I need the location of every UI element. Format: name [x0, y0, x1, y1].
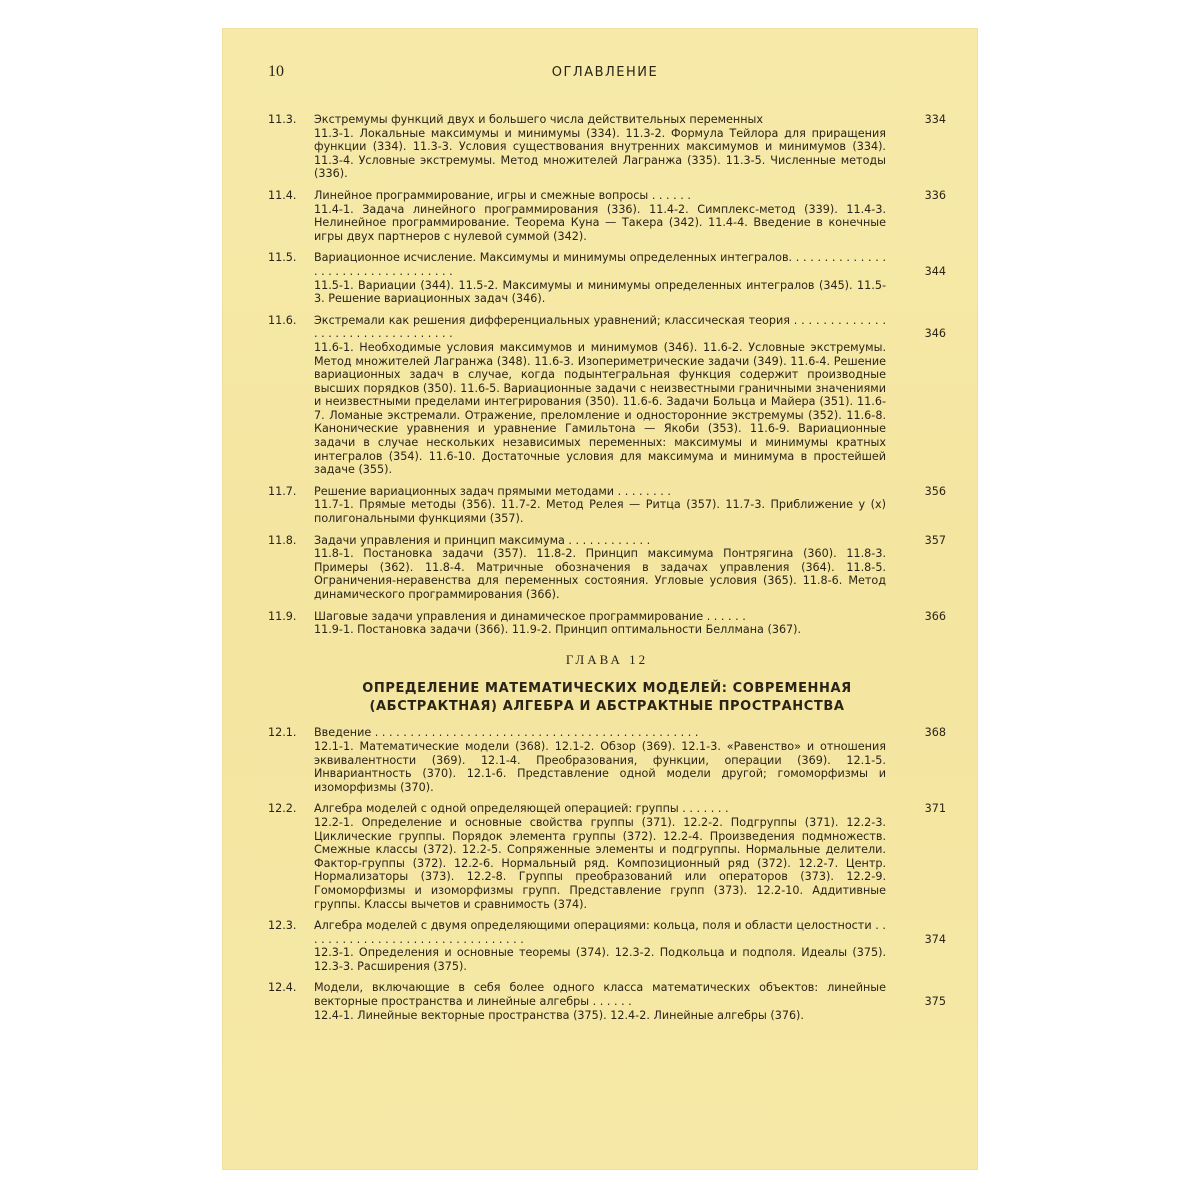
subsection-list: 11.5-1. Вариации (344). 11.5-2. Максимумы и минимумы определенных интегралов (345). 11.5-3. Решение вариационных задач (346). [314, 278, 886, 306]
chapter-11-sections [268, 113, 946, 637]
toc-entry [268, 485, 946, 526]
toc-entry [268, 802, 946, 911]
section-number: 12.4. [268, 981, 297, 995]
section-title: Алгебра моделей с двумя определяющими операциями: кольца, поля и области целостности . . . . . . . . . . . . . . . . . . . . . . . . . . . . . . . . [314, 919, 886, 946]
section-page-number: 374 [924, 932, 946, 946]
section-number: 12.2. [268, 802, 297, 816]
toc-entry [268, 251, 946, 305]
section-number: 11.9. [268, 609, 297, 623]
section-title: Задачи управления и принцип максимума . . . . . . . . . . . . [314, 533, 651, 547]
subsection-list: 11.4-1. Задача линейного программирования (336). 11.4-2. Симплекс-метод (339). 11.4-3. Нелинейное программирование. Теорема Куна — Такера (342). 11.4-4. Введение в конечные игры двух партнеров с нулевой суммой (342). [314, 202, 886, 243]
section-number: 12.1. [268, 726, 297, 740]
chapter-title-line: ОПРЕДЕЛЕНИЕ МАТЕМАТИЧЕСКИХ МОДЕЛЕЙ: СОВРЕМЕННАЯ [362, 681, 852, 697]
section-page-number: 344 [924, 264, 946, 278]
section-page-number: 356 [924, 484, 946, 498]
section-page-number: 357 [924, 533, 946, 547]
subsection-list: 12.3-1. Определения и основные теоремы (374). 12.3-2. Подкольца и подполя. Идеалы (375). 12.3-3. Расширения (375). [314, 946, 886, 973]
toc-entry [268, 981, 946, 1022]
section-title: Алгебра моделей с одной определяющей операцией: группы . . . . . . . [314, 802, 729, 816]
subsection-list: 12.1-1. Математические модели (368). 12.1-2. Обзор (369). 12.1-3. «Равенство» и отношения эквивалентности (369). 12.1-4. Преобразования, функции, операции (369). 12.1-5. Инвариантность (370). 12.1-6. Представление одной модели другой; гомоморфизмы и изоморфизмы (370). [314, 739, 886, 794]
section-title: Введение . . . . . . . . . . . . . . . . . . . . . . . . . . . . . . . . . . . . . . . . . . . . . . [314, 726, 699, 740]
subsection-list: 11.8-1. Постановка задачи (357). 11.8-2. Принцип максимума Понтрягина (360). 11.8-3. Примеры (362). 11.8-4. Матричные обозначения в задачах управления (364). 11.8-5. Ограничения-неравенства для переменных состояния. Угловые условия (365). 11.8-6. Метод динамического программирования (366). [314, 547, 886, 601]
toc-entry [268, 610, 946, 637]
chapter-heading [268, 653, 946, 717]
chapter-title-line: (АБСТРАКТНАЯ) АЛГЕБРА И АБСТРАКТНЫЕ ПРОСТРАНСТВА [369, 699, 845, 715]
subsection-list: 11.7-1. Прямые методы (356). 11.7-2. Метод Релея — Ритца (357). 11.7-3. Приближение y (x) полигональными функциями (357). [314, 498, 886, 526]
toc-entry [268, 919, 946, 973]
section-page-number: 371 [924, 802, 946, 816]
section-number: 11.6. [268, 313, 297, 327]
subsection-list: 12.4-1. Линейные векторные пространства (375). 12.4-2. Линейные алгебры (376). [314, 1008, 804, 1022]
section-number: 11.4. [268, 188, 297, 202]
table-of-contents [268, 113, 946, 1030]
section-title: Модели, включающие в себя более одного класса математических объектов: линейные векторные пространства и линейные алгебры . . . . . . [314, 981, 886, 1009]
subsection-list: 12.2-1. Определение и основные свойства группы (371). 12.2-2. Подгруппы (371). 12.2-3. Циклические группы. Порядок элемента группы (372). 12.2-4. Произведения подмножеств. Смежные классы (372). 12.2-5. Сопряженные элементы и подгруппы. Нормальные делители. Фактор-группы (372). 12.2-6. Нормальный ряд. Композиционный ряд (372). 12.2-7. Центр. Нормализаторы (373). 12.2-8. Группы преобразований или операторов (373). 12.2-9. Гомоморфизмы и изоморфизмы групп. Представление групп (373). 12.2-10. Аддитивные группы. Классы вычетов и сравнимость (374). [314, 815, 886, 911]
section-title: Экстремумы функций двух и большего числа действительных переменных [314, 113, 763, 126]
section-number: 11.7. [268, 484, 297, 498]
section-number: 12.3. [268, 919, 297, 933]
section-page-number: 346 [924, 327, 946, 341]
section-page-number: 368 [924, 726, 946, 740]
subsection-list: 11.9-1. Постановка задачи (366). 11.9-2. Принцип оптимальности Беллмана (367). [314, 623, 802, 637]
subsection-list: 11.3-1. Локальные максимумы и минимумы (334). 11.3-2. Формула Тейлора для приращения функции (334). 11.3-3. Условия существования внутренних максимумов и минимумов (334). 11.3-4. Условные экстремумы. Метод множителей Лагранжа (335). 11.3-5. Численные методы (336). [314, 126, 886, 181]
section-number: 11.8. [268, 533, 297, 547]
chapter-title [268, 680, 946, 716]
page-number: 10 [268, 63, 284, 80]
section-title: Шаговые задачи управления и динамическое программирование . . . . . . [314, 609, 746, 623]
toc-entry [268, 726, 946, 794]
section-page-number: 366 [924, 609, 946, 623]
section-page-number: 334 [924, 113, 946, 126]
subsection-list: 11.6-1. Необходимые условия максимумов и минимумов (346). 11.6-2. Условные экстремумы. Метод множителей Лагранжа (348). 11.6-3. Изопериметрические задачи (349). 11.6-4. Решение вариационных задач в случае, когда подынтегральная функция содержит производные высших порядков (350). 11.6-5. Вариационные задачи с неизвестными граничными значениями и неизвестными пределами интегрирования (350). 11.6-6. Задачи Больца и Майера (351). 11.6-7. Ломаные экстремали. Отражение, преломление и односторонние экстремумы (352). 11.6-8. Канонические уравнения и уравнение Гамильтона — Якоби (353). 11.6-9. Вариационные задачи в случае нескольких независимых переменных: максимумы и минимумы кратных интегралов (354). 11.6-10. Достаточные условия для максимума и минимума в простейшей задаче (355). [314, 340, 886, 477]
section-page-number: 375 [924, 995, 946, 1009]
section-page-number: 336 [924, 188, 946, 202]
page-header [268, 63, 942, 83]
section-number: 11.5. [268, 251, 297, 265]
toc-entry [268, 113, 946, 181]
toc-entry [268, 534, 946, 602]
toc-entry [268, 314, 946, 477]
running-title: ОГЛАВЛЕНИЕ [551, 65, 659, 80]
section-title: Линейное программирование, игры и смежные вопросы . . . . . . [314, 188, 691, 202]
section-title: Экстремали как решения дифференциальных уравнений; классическая теория . . . . . . . . . . . . . . . . . . . . . . . . . . . . . . . . . [314, 313, 886, 341]
toc-entry [268, 189, 946, 243]
book-page [222, 28, 978, 1170]
chapter-label: ГЛАВА 12 [565, 651, 649, 667]
chapter-12-sections [268, 726, 946, 1022]
section-title: Вариационное исчисление. Максимумы и минимумы определенных интегралов. . . . . . . . . . . . . . . . . . . . . . . . . . . . . . . . . . [314, 251, 886, 278]
section-title: Решение вариационных задач прямыми методами . . . . . . . . [314, 484, 671, 498]
section-number: 11.3. [268, 113, 297, 126]
